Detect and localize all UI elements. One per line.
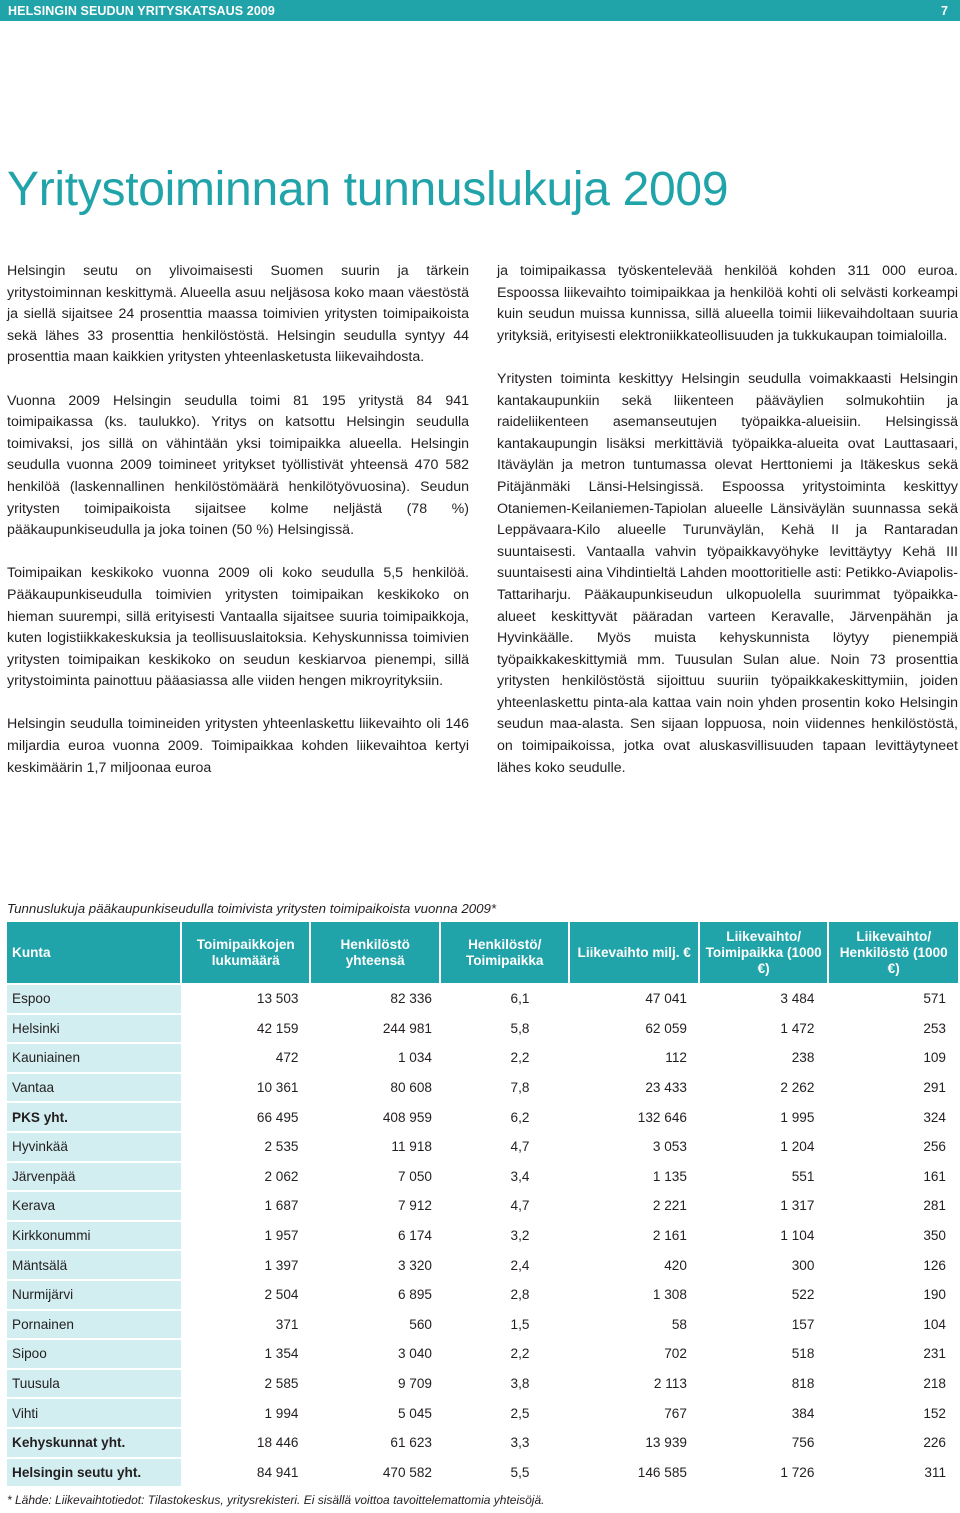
table-cell: 408 959 — [310, 1102, 439, 1132]
table-cell: 767 — [569, 1398, 698, 1428]
table-cell: 9 709 — [310, 1369, 439, 1399]
table-row — [7, 1191, 958, 1221]
table-row — [7, 1014, 958, 1044]
table-cell: 4,7 — [440, 1191, 569, 1221]
table-cell: 2,2 — [440, 1043, 569, 1073]
table-cell: 756 — [699, 1428, 828, 1458]
table-cell: 7 050 — [310, 1162, 439, 1192]
table-cell: 818 — [699, 1369, 828, 1399]
table-row — [7, 1310, 958, 1340]
table-cell: 226 — [828, 1428, 958, 1458]
table-row — [7, 1250, 958, 1280]
row-label-cell: Kerava — [7, 1191, 181, 1221]
row-label-cell: Kirkkonummi — [7, 1221, 181, 1251]
column-header-toimipaikat: Toimipaikkojen lukumäärä — [181, 922, 310, 984]
paragraph: Helsingin seutu on ylivoimaisesti Suomen suurin ja tärkein yritystoiminnan keskittymä. Alueella asuu neljäsosa koko maan väestöstä ja siellä sijaitsee 24 prosenttia maassa toimivien yritysten toimipaikoista sekä lähes 33 prosenttia henkilöstöstä. Helsingin seudulla syntyy 44 prosenttia maan kaikkien yritysten yhteenlasketusta liikevaihdosta. — [7, 263, 469, 366]
row-label-cell: PKS yht. — [7, 1102, 181, 1132]
table-cell: 1 317 — [699, 1191, 828, 1221]
table-row — [7, 1458, 958, 1487]
table-cell: 1 354 — [181, 1339, 310, 1369]
table-cell: 5 045 — [310, 1398, 439, 1428]
table-cell: 300 — [699, 1250, 828, 1280]
table-cell: 7,8 — [440, 1073, 569, 1103]
table-cell: 420 — [569, 1250, 698, 1280]
row-label-cell: Helsinki — [7, 1014, 181, 1044]
table-cell: 2,2 — [440, 1339, 569, 1369]
table-cell: 324 — [828, 1102, 958, 1132]
table-cell: 560 — [310, 1310, 439, 1340]
table-cell: 281 — [828, 1191, 958, 1221]
table-cell: 3 040 — [310, 1339, 439, 1369]
table-cell: 161 — [828, 1162, 958, 1192]
table-row — [7, 1043, 958, 1073]
table-cell: 518 — [699, 1339, 828, 1369]
table-row — [7, 1428, 958, 1458]
table-cell: 256 — [828, 1132, 958, 1162]
table-cell: 244 981 — [310, 1014, 439, 1044]
table-cell: 2 221 — [569, 1191, 698, 1221]
paragraph: Helsingin seudulla toimineiden yritysten yhteenlaskettu liikevaihto oli 146 miljardia euroa vuonna 2009. Toimipaikkaa kohden liikevaihtoa kertyi keskimäärin 1,7 miljoonaa euroa — [7, 716, 469, 776]
table-cell: 2 161 — [569, 1221, 698, 1251]
table-row — [7, 1132, 958, 1162]
table-cell: 23 433 — [569, 1073, 698, 1103]
column-header-henkilosto-per-toimipaikka: Henkilöstö/ Toimipaikka — [440, 922, 569, 984]
table-cell: 6,1 — [440, 984, 569, 1014]
table-cell: 126 — [828, 1250, 958, 1280]
row-label-cell: Kauniainen — [7, 1043, 181, 1073]
table-cell: 190 — [828, 1280, 958, 1310]
row-label-cell: Sipoo — [7, 1339, 181, 1369]
table-cell: 152 — [828, 1398, 958, 1428]
table-cell: 1 104 — [699, 1221, 828, 1251]
table-cell: 571 — [828, 984, 958, 1014]
table-cell: 384 — [699, 1398, 828, 1428]
table-cell: 1 957 — [181, 1221, 310, 1251]
table-cell: 1 308 — [569, 1280, 698, 1310]
table-cell: 2,4 — [440, 1250, 569, 1280]
table-cell: 1 034 — [310, 1043, 439, 1073]
table-cell: 2 262 — [699, 1073, 828, 1103]
table-cell: 146 585 — [569, 1458, 698, 1487]
table-cell: 470 582 — [310, 1458, 439, 1487]
table-row — [7, 1102, 958, 1132]
table-cell: 3,3 — [440, 1428, 569, 1458]
row-label-cell: Vantaa — [7, 1073, 181, 1103]
table-cell: 2 535 — [181, 1132, 310, 1162]
table-cell: 1 995 — [699, 1102, 828, 1132]
table-cell: 3 053 — [569, 1132, 698, 1162]
row-label-cell: Järvenpää — [7, 1162, 181, 1192]
table-body — [7, 984, 958, 1486]
row-label-cell: Kehyskunnat yht. — [7, 1428, 181, 1458]
table-cell: 2 062 — [181, 1162, 310, 1192]
table-cell: 2 585 — [181, 1369, 310, 1399]
paragraph: Toimipaikan keskikoko vuonna 2009 oli koko seudulla 5,5 henkilöä. Pääkaupunkiseudulla toimivien yritysten toimipaikan keskikoko on hieman suurempi, sillä erityisesti Vantaalla sijaitsee suuria toimipaikkoja, kuten logistiikkakeskuksia ja teollisuuslaitoksia. Kehyskunnissa toimivien yritysten toimipaikan keskikoko on seudun keskiarvoa pienempi, sillä yritystoiminta painottuu pääasiassa alle viiden hengen mikroyrityksiin. — [7, 565, 469, 690]
table-row — [7, 1221, 958, 1251]
left-column — [7, 261, 469, 801]
table-cell: 7 912 — [310, 1191, 439, 1221]
row-label-cell: Espoo — [7, 984, 181, 1014]
table-cell: 6 895 — [310, 1280, 439, 1310]
table-cell: 62 059 — [569, 1014, 698, 1044]
table-cell: 3 320 — [310, 1250, 439, 1280]
table-cell: 13 503 — [181, 984, 310, 1014]
table-cell: 61 623 — [310, 1428, 439, 1458]
table-row — [7, 1280, 958, 1310]
table-cell: 4,7 — [440, 1132, 569, 1162]
table-cell: 311 — [828, 1458, 958, 1487]
table-cell: 6 174 — [310, 1221, 439, 1251]
table-cell: 1 687 — [181, 1191, 310, 1221]
table-cell: 2 113 — [569, 1369, 698, 1399]
table-cell: 2,8 — [440, 1280, 569, 1310]
table-cell: 112 — [569, 1043, 698, 1073]
table-cell: 522 — [699, 1280, 828, 1310]
table-cell: 66 495 — [181, 1102, 310, 1132]
table-cell: 2 504 — [181, 1280, 310, 1310]
table-cell: 472 — [181, 1043, 310, 1073]
table-cell: 132 646 — [569, 1102, 698, 1132]
column-header-henkilosto: Henkilöstö yhteensä — [310, 922, 439, 984]
table-row — [7, 1398, 958, 1428]
table-cell: 1 204 — [699, 1132, 828, 1162]
row-label-cell: Mäntsälä — [7, 1250, 181, 1280]
row-label-cell: Vihti — [7, 1398, 181, 1428]
row-label-cell: Helsingin seutu yht. — [7, 1458, 181, 1487]
table-footnote: * Lähde: Liikevaihtotiedot: Tilastokeskus, yritysrekisteri. Ei sisällä voittoa tavoittelemattomia yhteisöjä. — [7, 1493, 545, 1507]
column-header-liikevaihto-per-henkilosto: Liikevaihto/ Henkilöstö (1000 €) — [828, 922, 958, 984]
table-cell: 104 — [828, 1310, 958, 1340]
table-cell: 350 — [828, 1221, 958, 1251]
publication-title: HELSINGIN SEUDUN YRITYSKATSAUS 2009 — [8, 3, 275, 18]
table-cell: 47 041 — [569, 984, 698, 1014]
table-cell: 3,2 — [440, 1221, 569, 1251]
table-cell: 82 336 — [310, 984, 439, 1014]
table-row — [7, 1073, 958, 1103]
table-cell: 5,5 — [440, 1458, 569, 1487]
table-cell: 80 608 — [310, 1073, 439, 1103]
table-cell: 42 159 — [181, 1014, 310, 1044]
table-cell: 1 135 — [569, 1162, 698, 1192]
row-label-cell: Hyvinkää — [7, 1132, 181, 1162]
table-row — [7, 984, 958, 1014]
table-cell: 109 — [828, 1043, 958, 1073]
table-cell: 11 918 — [310, 1132, 439, 1162]
column-header-kunta: Kunta — [7, 922, 181, 984]
table-cell: 1 472 — [699, 1014, 828, 1044]
table-cell: 702 — [569, 1339, 698, 1369]
table-cell: 253 — [828, 1014, 958, 1044]
column-header-liikevaihto: Liikevaihto milj. € — [569, 922, 698, 984]
table-cell: 551 — [699, 1162, 828, 1192]
table-cell: 3,8 — [440, 1369, 569, 1399]
row-label-cell: Nurmijärvi — [7, 1280, 181, 1310]
table-header-row — [7, 922, 958, 984]
table-cell: 58 — [569, 1310, 698, 1340]
table-cell: 371 — [181, 1310, 310, 1340]
table-cell: 84 941 — [181, 1458, 310, 1487]
right-column — [497, 261, 958, 801]
column-header-liikevaihto-per-toimipaikka: Liikevaihto/ Toimipaikka (1000 €) — [699, 922, 828, 984]
paragraph: Yritysten toiminta keskittyy Helsingin seudulla voimakkaasti Helsingin kantakaupunkiin sekä liikenteen pääväylien solmukohtiin ja raideliikenteen asemanseutujen työpaikka-alueisiin. Helsingissä kantakaupungin lisäksi merkittäviä työpaikka-alueita ovat Lauttasaari, Itäväylän ja metron tuntumassa olevat Herttoniemi ja Itäkeskus sekä Pitäjänmäki Länsi-Helsingissä. Espoossa yritystoiminta keskittyy Otaniemen-Keilaniemen-Tapiolan alueelle Länsiväylän suunnassa sekä Leppävaara-Kilo alueelle Turunväylän, Kehä II ja Rantaradan suuntaisesti. Vantaalla vahvin työpaikkavyöhyke levittäytyy Kehä III suuntaisesti aina Vihdintieltä Lahden moottoritielle asti: Petikko-Aviapolis-Tattariharju. Pääkaupunkiseudun ulkopuolella suurimmat työpaikka-alueet keskittyvät pääradan varteen Keravalle, Järvenpähän ja Hyvinkäälle. Myös muista kehyskunnista löytyy pienempiä työpaikkakeskittymiä mm. Tuusulan Sulan alue. Noin 73 prosenttia yritysten henkilöstöstä sijoittuu suuriin työpaikkakeskittymiin, joiden yhteenlaskettu pinta-ala kattaa vain noin yhden prosentin koko Helsingin seudun maa-alasta. Sen sijaan loppuosa, noin viidennes henkilöstöstä, on toimipaikoissa, jotka ovat aluskasvillisuuden tapaan levittäytyneet lähes koko seudulle. — [497, 370, 958, 776]
table-cell: 291 — [828, 1073, 958, 1103]
table-cell: 3 484 — [699, 984, 828, 1014]
table-cell: 1,5 — [440, 1310, 569, 1340]
table-cell: 5,8 — [440, 1014, 569, 1044]
table-cell: 157 — [699, 1310, 828, 1340]
page-title: Yritystoiminnan tunnuslukuja 2009 — [7, 163, 729, 216]
paragraph: Vuonna 2009 Helsingin seudulla toimi 81 195 yritystä 84 941 toimipaikassa (ks. taulukko). Yritys on katsottu Helsingin seudulla toimivaksi, jos sillä on vähintään yksi toimipaikka alueella. Helsingin seudulla vuonna 2009 toimineet yritykset työllistivät yhteensä 470 582 henkilöä (laskennallinen henkilöstömäärä henkilötyövuosina). Seudun yritysten toimipaikoista sijaitsee kolme neljästä (78 %) pääkaupunkiseudulla ja joka toinen (50 %) Helsingissä. — [7, 392, 469, 539]
row-label-cell: Pornainen — [7, 1310, 181, 1340]
table-cell: 1 994 — [181, 1398, 310, 1428]
table-cell: 10 361 — [181, 1073, 310, 1103]
table-cell: 6,2 — [440, 1102, 569, 1132]
table-cell: 3,4 — [440, 1162, 569, 1192]
page-number: 7 — [940, 3, 948, 18]
table-row — [7, 1339, 958, 1369]
table-cell: 1 726 — [699, 1458, 828, 1487]
table-cell: 2,5 — [440, 1398, 569, 1428]
statistics-table — [7, 922, 958, 1486]
table-row — [7, 1162, 958, 1192]
table-cell: 238 — [699, 1043, 828, 1073]
table-row — [7, 1369, 958, 1399]
row-label-cell: Tuusula — [7, 1369, 181, 1399]
page-header — [0, 0, 960, 21]
table-cell: 231 — [828, 1339, 958, 1369]
table-cell: 218 — [828, 1369, 958, 1399]
table-cell: 13 939 — [569, 1428, 698, 1458]
table-caption: Tunnuslukuja pääkaupunkiseudulla toimivista yritysten toimipaikoista vuonna 2009* — [7, 901, 497, 916]
table-cell: 18 446 — [181, 1428, 310, 1458]
paragraph: ja toimipaikassa työskentelevää henkilöä kohden 311 000 euroa. Espoossa liikevaihto toimipaikkaa ja henkilöä kohti oli selvästi korkeampi kuin seudun muissa kunnissa, sillä alueella toimii liikevaihdoltaan suuria yrityksiä, erityisesti elektroniikkateollisuuden ja tukkukaupan toimialoilla. — [497, 263, 958, 344]
table-cell: 1 397 — [181, 1250, 310, 1280]
